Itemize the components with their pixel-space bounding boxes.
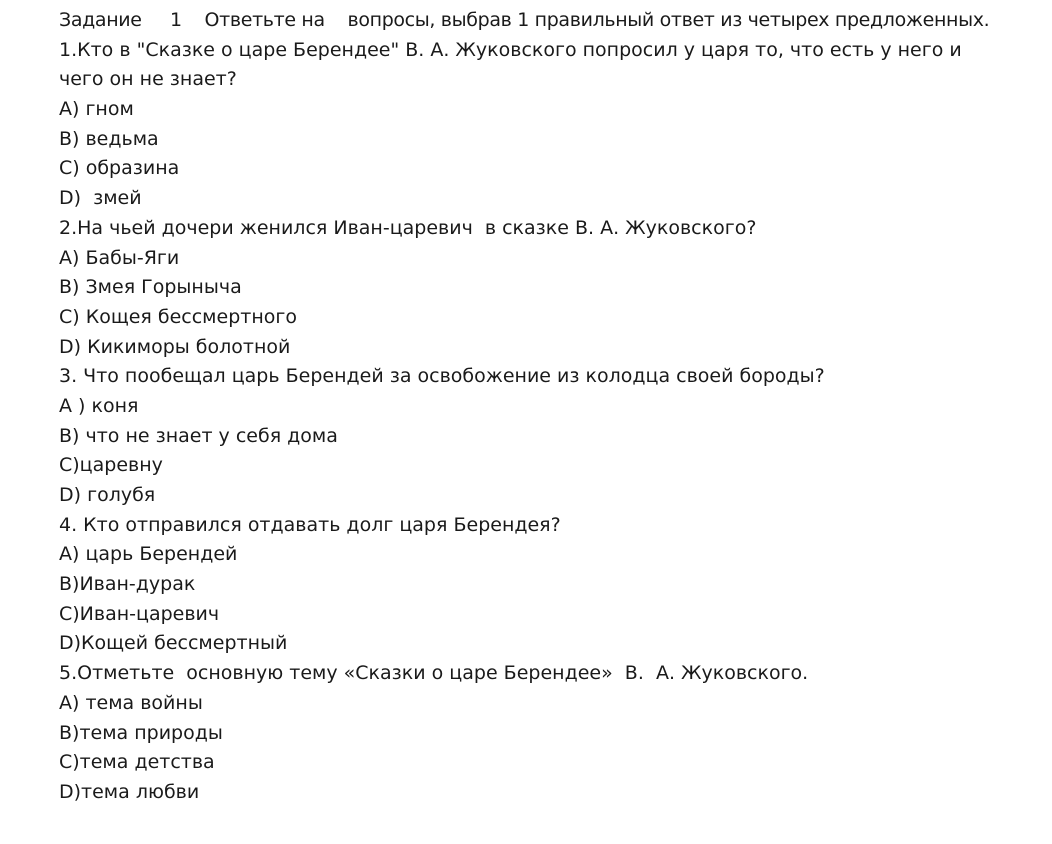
question-1-option-b: B) ведьма: [59, 127, 159, 150]
question-3-option-a: A ) коня: [59, 394, 139, 417]
question-4-option-a: A) царь Берендей: [59, 543, 238, 566]
question-4-option-d: D)Кощей бессмертный: [59, 632, 288, 655]
question-4-option-b: B)Иван-дурак: [59, 573, 196, 596]
question-2: [59, 214, 1044, 362]
question-4-text: 4. Кто отправился отдавать долг царя Берендея?: [59, 513, 561, 536]
question-2-option-d: D) Кикиморы болотной: [59, 335, 291, 358]
task-instruction: Задание 1 Ответьте на вопросы, выбрав 1 правильный ответ из четырех предложенных.: [59, 9, 990, 31]
question-2-option-c: C) Кощея бессмертного: [59, 305, 297, 328]
question-1-option-a: A) гном: [59, 98, 134, 121]
question-4-option-c: C)Иван-царевич: [59, 602, 220, 625]
question-5-text: 5.Отметьте основную тему «Сказки о царе Берендее» В. А. Жуковского.: [59, 662, 809, 685]
document-body: [59, 6, 1044, 808]
question-3-option-d: D) голубя: [59, 484, 156, 507]
question-2-option-a: A) Бабы-Яги: [59, 246, 180, 269]
question-3-option-b: B) что не знает у себя дома: [59, 424, 338, 447]
question-1-text: 1.Кто в "Сказке о царе Берендее" В. А. Жуковского попросил у царя то, что есть у него и чего он не знает?: [59, 38, 962, 91]
question-1: [59, 36, 1044, 214]
question-5-option-b: B)тема природы: [59, 721, 223, 744]
question-1-option-c: C) образина: [59, 157, 180, 180]
question-5-option-d: D)тема любви: [59, 780, 200, 803]
question-4: [59, 511, 1044, 659]
question-1-option-d: D) змей: [59, 187, 142, 210]
question-2-text: 2.На чьей дочери женился Иван-царевич в сказке В. А. Жуковского?: [59, 216, 757, 239]
question-3: [59, 362, 1044, 510]
question-5: [59, 659, 1044, 807]
question-2-option-b: B) Змея Горыныча: [59, 276, 242, 299]
question-5-option-c: C)тема детства: [59, 751, 215, 774]
question-3-text: 3. Что пообещал царь Берендей за освобожение из колодца своей бороды?: [59, 365, 825, 388]
question-5-option-a: A) тема войны: [59, 691, 203, 714]
question-3-option-c: C)царевну: [59, 454, 163, 477]
